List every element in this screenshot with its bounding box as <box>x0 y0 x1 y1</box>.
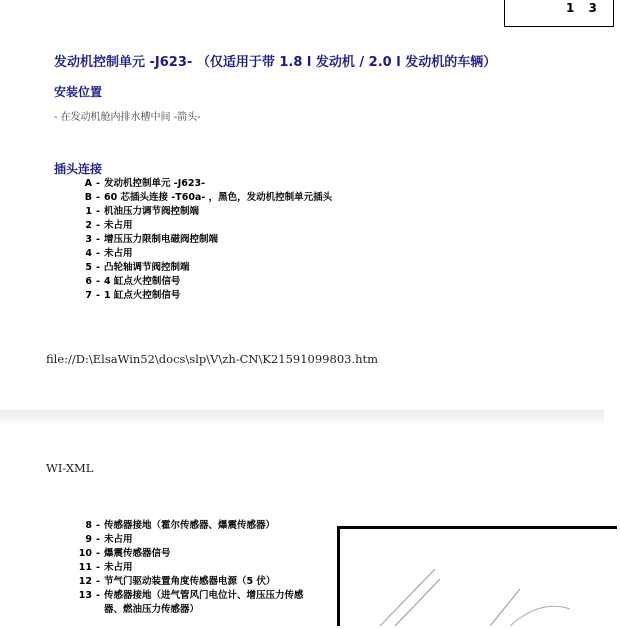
page-separator <box>0 410 604 426</box>
list-item: B - 60 芯插头连接 -T60a- ，黑色，发动机控制单元插头 <box>84 192 333 203</box>
page-number: 1 3 <box>566 1 602 15</box>
list-item: 9 - 未占用 <box>85 534 133 545</box>
list-item: 2 - 未占用 <box>85 220 133 231</box>
list-item: 7 - 1 缸点火控制信号 <box>85 290 181 301</box>
list-item: 5 - 凸轮轴调节阀控制端 <box>85 262 190 273</box>
connector-heading: 插头连接 <box>54 162 103 176</box>
connector-list <box>64 177 332 303</box>
file-path-footer: file://D:\ElsaWin52\docs\slp\V\zh-CN\K21591099803.htm <box>46 352 379 366</box>
list-item: 4 - 未占用 <box>85 248 133 259</box>
list-item: 器、燃油压力传感器） <box>103 604 199 615</box>
list-item: 13 - 传感器接地（进气管风门电位计、增压压力传感 <box>78 590 304 601</box>
document-page-2 <box>0 426 604 615</box>
figure-drawing <box>340 529 620 629</box>
list-item: A - 发动机控制单元 -J623- <box>84 178 206 189</box>
list-item: 8 - 传感器接地（霍尔传感器、爆震传感器） <box>85 520 275 531</box>
install-note: - 在发动机舱内排水槽中间 -箭头- <box>54 112 201 123</box>
list-item: 1 - 机油压力调节阀控制端 <box>85 206 199 217</box>
list-item: 12 - 节气门驱动装置角度传感器电源（5 伏） <box>78 576 276 587</box>
page-header: WI-XML <box>46 461 94 475</box>
install-heading: 安装位置 <box>54 85 103 99</box>
list-item: 11 - 未占用 <box>78 562 133 573</box>
page-title: 发动机控制单元 -J623- （仅适用于带 1.8 l 发动机 / 2.0 l 发动机的车辆） <box>54 55 497 70</box>
list-item: 3 - 增压压力限制电磁阀控制端 <box>85 234 218 245</box>
connector-diagram-figure <box>337 526 617 626</box>
connector-list-continued <box>58 519 303 617</box>
list-item: 6 - 4 缸点火控制信号 <box>85 276 181 287</box>
list-item: 10 - 爆震传感器信号 <box>78 548 171 559</box>
